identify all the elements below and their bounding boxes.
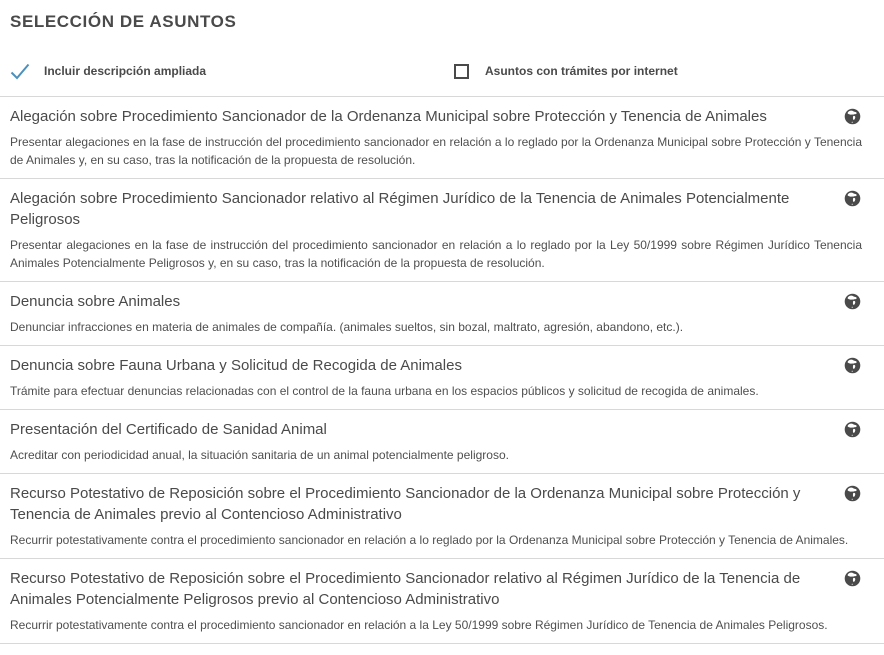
asunto-item-alegacion-regimen-juridico[interactable]	[0, 179, 884, 282]
asunto-description: Recurrir potestativamente contra el procedimiento sancionador en relación a lo reglado por la Ordenanza Municipal sobre Protección y Tenencia de Animales.	[10, 533, 849, 547]
asunto-description: Denunciar infracciones en materia de animales de compañía. (animales sueltos, sin bozal, maltrato, agresión, abandono, etc.).	[10, 320, 684, 334]
globe-icon[interactable]	[844, 190, 861, 207]
include-description-checkbox[interactable]	[10, 62, 206, 80]
check-icon	[10, 62, 30, 80]
asunto-description: Recurrir potestativamente contra el procedimiento sancionador en relación a la Ley 50/1999 sobre Régimen Jurídico de Tenencia de Animales Peligrosos.	[10, 618, 828, 632]
checkbox-unchecked-icon	[451, 62, 471, 80]
globe-icon[interactable]	[844, 421, 861, 438]
globe-icon[interactable]	[844, 293, 861, 310]
asunto-title: Alegación sobre Procedimiento Sancionador relativo al Régimen Jurídico de la Tenencia de Animales Potencialmente Peligrosos	[10, 190, 790, 228]
internet-tramites-checkbox[interactable]	[451, 62, 678, 80]
asunto-title: Denuncia sobre Animales	[10, 293, 181, 310]
asunto-title: Recurso Potestativo de Reposición sobre el Procedimiento Sancionador relativo al Régimen Jurídico de la Tenencia de Animales Potencialmente Peligrosos previo al Contencioso Administrativo	[10, 570, 801, 608]
asunto-item-denuncia-fauna-urbana[interactable]	[0, 346, 884, 410]
asunto-description: Presentar alegaciones en la fase de instrucción del procedimiento sancionador en relación a lo reglado por la Ordenanza Municipal sobre Protección y Tenencia de Animales y, en su caso, tras la notificación de la propuesta de resolución.	[10, 135, 862, 167]
asunto-description: Acreditar con periodicidad anual, la situación sanitaria de un animal potencialmente peligroso.	[10, 448, 509, 462]
asunto-item-denuncia-animales[interactable]	[0, 282, 884, 346]
globe-icon[interactable]	[844, 108, 861, 125]
asunto-item-certificado-sanidad[interactable]	[0, 410, 884, 474]
globe-icon[interactable]	[844, 570, 861, 587]
asunto-item-alegacion-ordenanza[interactable]	[0, 97, 884, 179]
globe-icon[interactable]	[844, 485, 861, 502]
page-title: SELECCIÓN DE ASUNTOS	[10, 12, 237, 31]
globe-icon[interactable]	[844, 357, 861, 374]
internet-tramites-label: Asuntos con trámites por internet	[485, 64, 678, 78]
asunto-description: Trámite para efectuar denuncias relacionadas con el control de la fauna urbana en los espacios públicos y solicitud de recogida de animales.	[10, 384, 759, 398]
asunto-list	[0, 96, 884, 644]
asunto-title: Denuncia sobre Fauna Urbana y Solicitud de Recogida de Animales	[10, 357, 462, 374]
asunto-item-recurso-regimen-juridico[interactable]	[0, 559, 884, 644]
include-description-label: Incluir descripción ampliada	[44, 64, 207, 78]
filter-row	[0, 62, 884, 82]
asunto-description: Presentar alegaciones en la fase de instrucción del procedimiento sancionador en relación a lo reglado por la Ley 50/1999 sobre Régimen Jurídico Tenencia Animales Potencialmente Peligrosos y, en su caso, tras la notificación de la propuesta de resolución.	[10, 238, 862, 270]
asunto-item-recurso-ordenanza[interactable]	[0, 474, 884, 559]
asunto-title: Alegación sobre Procedimiento Sancionador de la Ordenanza Municipal sobre Protección y Tenencia de Animales	[10, 108, 767, 125]
asunto-title: Presentación del Certificado de Sanidad Animal	[10, 421, 327, 438]
asunto-title: Recurso Potestativo de Reposición sobre el Procedimiento Sancionador de la Ordenanza Municipal sobre Protección y Tenencia de Animales previo al Contencioso Administrativo	[10, 485, 801, 523]
